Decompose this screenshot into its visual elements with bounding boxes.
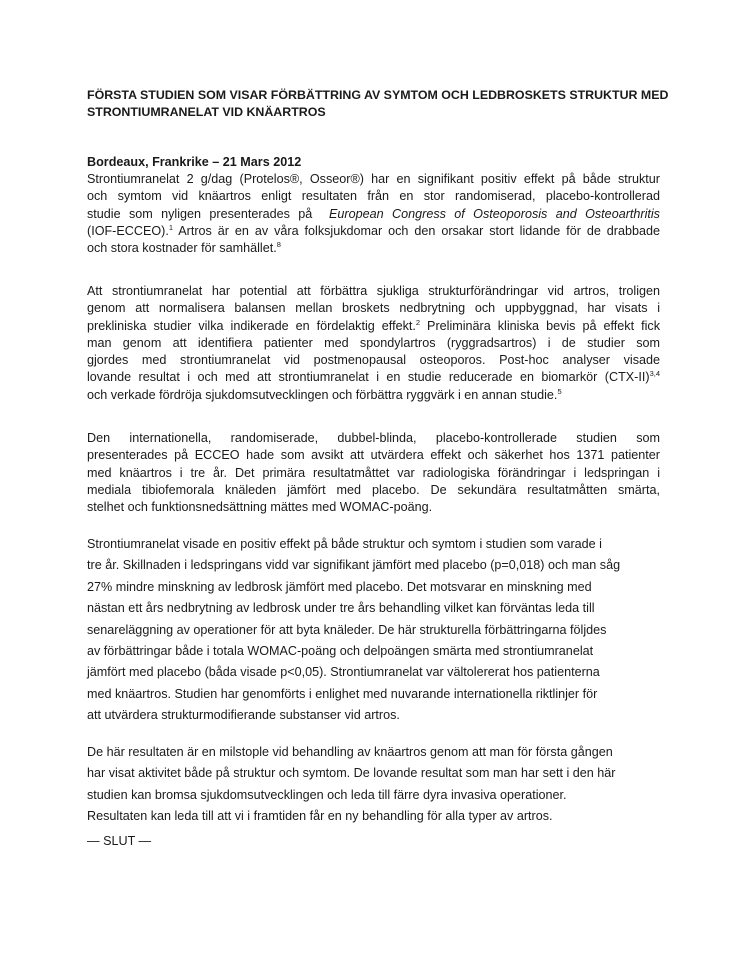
p5-line: studien kan bromsa sjukdomsutvecklingen och leda till färre dyra invasiva operationer. (87, 787, 567, 802)
footnote-ref: 5 (557, 386, 562, 396)
p2-text: Preliminära kliniska bevis på effekt fick (420, 318, 660, 333)
p5-line: De här resultaten är en milstople vid behandling av knäartros genom att man för första gången (87, 745, 613, 759)
p4-line: senareläggning av operationer för att byta knäleder. De här strukturella förbättringarna följdes (87, 622, 607, 637)
p4-line: nästan ett års nedbrytning av ledbrosk under tre års behandling vilket kan förväntas leda till (87, 601, 595, 616)
p2-text: lovande resultat i och med att strontiumranelat i en studie reducerade en biomarkör (CTX-II) (87, 370, 650, 385)
p2-line (87, 318, 660, 335)
p1-line: Strontiumranelat 2 g/dag (Protelos®, Osseor®) har en signifikant positiv effekt på både struktur (87, 172, 660, 186)
p3-line: med knäartros i tre år. Det primära resultatmåttet var radiologiska förändringar i ledspringan i (87, 465, 660, 480)
p4-line: jämfört med placebo (båda visade p<0,05). Strontiumranelat var vältolererat hos patienterna (87, 665, 600, 680)
paragraph-1 (87, 171, 660, 257)
title-line-2: STRONTIUMRANELAT VID KNÄARTROS (87, 105, 326, 119)
p1-line (87, 240, 660, 257)
end-marker: — SLUT — (87, 834, 152, 848)
p1-text: studie som nyligen presenterades på (87, 206, 313, 221)
p2-line: gjordes med strontiumranelat vid postmenopausal osteoporos. Post-hoc analyser visade (87, 353, 660, 368)
p1-line (87, 206, 660, 223)
paragraph-2 (87, 283, 660, 404)
p5-line: Resultaten kan leda till att vi i framtiden får en ny behandling för alla typer av artros. (87, 809, 553, 824)
p4-line: med knäartros. Studien har genomförts i enlighet med nuvarande internationella riktlinjer för (87, 686, 598, 701)
p2-line: genom att normalisera balansen mellan broskets nedbrytning och uppbyggnad, har visats i (87, 301, 660, 316)
p2-line: Att strontiumranelat har potential att förbättra sjukliga strukturförändringar vid artros, troligen (87, 284, 660, 298)
congress-name: European Congress of Osteoporosis and Osteoarthritis (329, 206, 660, 221)
document-title (87, 87, 677, 121)
p2-line: man genom att identifiera patienter med spondylartros (ryggradsartros) i de studier som (87, 335, 660, 350)
p3-line: mediala tibiofemorala knäleden jämfört med placebo. De sekundära resultatmåtten smärta, (87, 482, 660, 497)
p4-line: Strontiumranelat visade en positiv effekt på både struktur och symtom i studien som varade i (87, 537, 602, 551)
p5-line: har visat aktivitet både på struktur och symtom. De lovande resultat som man har sett i den här (87, 766, 616, 781)
paragraph-5 (87, 742, 660, 828)
paragraph-3 (87, 430, 660, 516)
p1-line (87, 223, 660, 240)
p4-line: 27% mindre minskning av ledbrosk jämfört med placebo. Det motsvarar en minskning med (87, 579, 592, 594)
title-line-1: FÖRSTA STUDIEN SOM VISAR FÖRBÄTTRING AV SYMTOM OCH LEDBROSKETS STRUKTUR MED (87, 88, 669, 102)
paragraph-4 (87, 534, 660, 727)
footnote-ref: 8 (276, 240, 281, 250)
footnote-ref: 1 (168, 222, 174, 232)
p4-line: tre år. Skillnaden i ledspringans vidd var signifikant jämfört med placebo (p=0,018) och man såg (87, 558, 621, 573)
p2-line (87, 369, 660, 386)
p1-text: och stora kostnader för samhället. (87, 241, 277, 256)
p2-line (87, 387, 660, 404)
p1-line: och symtom vid knäartros enligt resultaten från en stor randomiserad, placebo-kontrollerad (87, 189, 660, 204)
footnote-ref: 3,4 (649, 369, 660, 379)
dateline: Bordeaux, Frankrike – 21 Mars 2012 (87, 155, 302, 169)
footnote-ref: 2 (415, 317, 421, 327)
p1-text: (IOF-ECCEO). (87, 223, 169, 238)
p3-line: Den internationella, randomiserade, dubbel-blinda, placebo-kontrollerade studien som (87, 431, 660, 445)
p1-text: Artros är en av våra folksjukdomar och den orsakar stort lidande för de drabbade (173, 223, 660, 238)
p4-line: av förbättringar både i totala WOMAC-poäng och delpoängen smärta med strontiumranelat (87, 644, 594, 659)
p4-line: att utvärdera strukturmodifierande substanser vid artros. (87, 708, 400, 723)
p3-line: stelhet och funktionsnedsättning mättes med WOMAC-poäng. (87, 500, 433, 515)
p3-line: presenterades på ECCEO hade som avsikt att utvärdera effekt och säkerhet hos 1371 patienter (87, 448, 660, 463)
p2-text: prekliniska studier vilka indikerade en fördelaktig effekt. (87, 318, 416, 333)
p2-text: och verkade fördröja sjukdomsutvecklingen och förbättra ryggvärk i en annan studie. (87, 387, 558, 402)
